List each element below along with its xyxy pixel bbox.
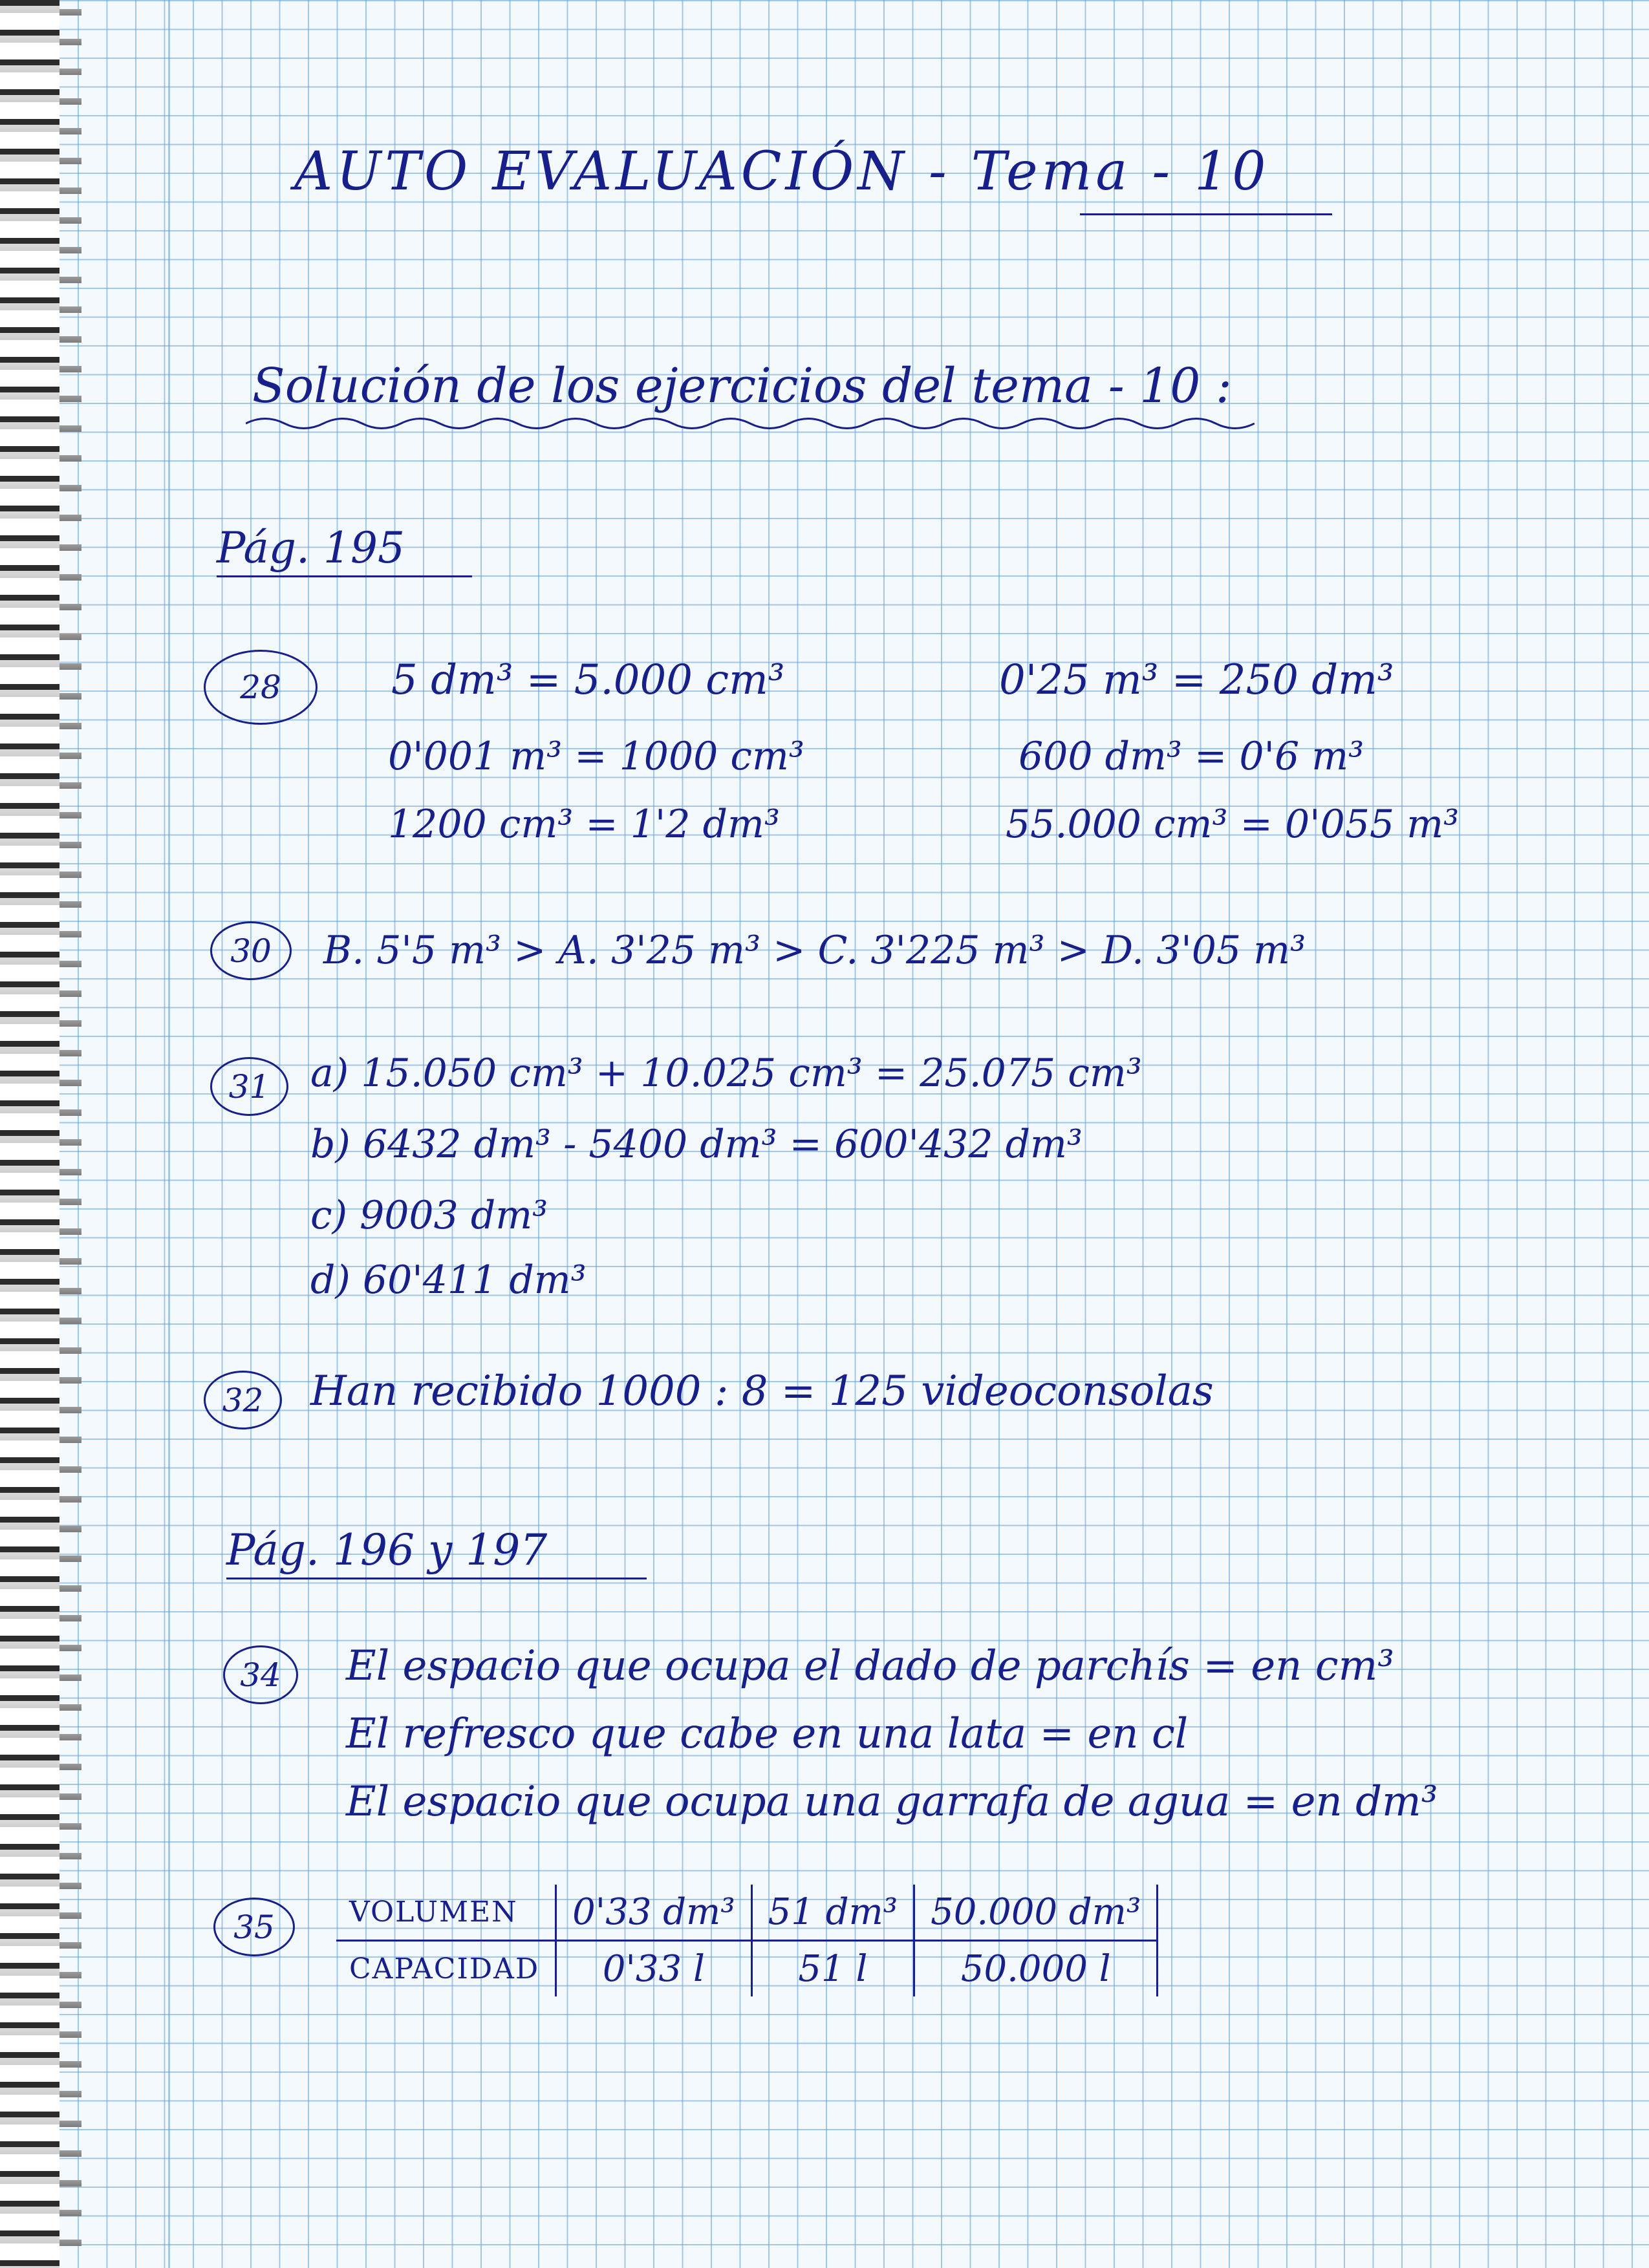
exercise-number-28: 28 — [204, 650, 318, 725]
exercise-number-32: 32 — [204, 1371, 282, 1429]
ex30-answer: B. 5'5 m³ > A. 3'25 m³ > C. 3'225 m³ > D. 3'05 m³ — [323, 928, 1306, 973]
exercise-number-34: 34 — [223, 1645, 298, 1704]
ex32-answer: Han recibido 1000 : 8 = 125 videoconsolas — [310, 1367, 1214, 1415]
volumen-cell-1: 0'33 dm³ — [556, 1885, 751, 1941]
row-label-volumen: VOLUMEN — [336, 1885, 556, 1941]
volume-capacity-table — [336, 1885, 1158, 1996]
exercise-number-31: 31 — [210, 1057, 288, 1116]
table-row-volumen — [336, 1885, 1158, 1941]
capacidad-cell-2: 51 l — [751, 1941, 914, 1997]
row-label-capacidad: CAPACIDAD — [349, 1952, 540, 1985]
volumen-cell-2: 51 dm³ — [751, 1885, 914, 1941]
ex28-right-line-2: 600 dm³ = 0'6 m³ — [1018, 734, 1364, 779]
ex28-left-line-3: 1200 cm³ = 1'2 dm³ — [388, 802, 781, 847]
ex31-line-d: d) 60'411 dm³ — [310, 1257, 587, 1303]
ex28-right-line-3: 55.000 cm³ = 0'055 m³ — [1006, 802, 1460, 847]
section-page-195-underline — [217, 575, 472, 577]
volumen-cell-3: 50.000 dm³ — [914, 1885, 1158, 1941]
ex28-left-line-2: 0'001 m³ = 1000 cm³ — [388, 734, 804, 779]
margin-line — [168, 0, 170, 2268]
ex34-line-2: El refresco que cabe en una lata = en cl — [346, 1710, 1189, 1758]
subtitle-wavy-underline — [246, 411, 1255, 436]
section-page-196-197-underline — [226, 1578, 647, 1579]
section-page-196-197: Pág. 196 y 197 — [226, 1525, 548, 1575]
section-page-195: Pág. 195 — [217, 523, 405, 573]
spiral-binding — [0, 0, 59, 2268]
ex34-line-3: El espacio que ocupa una garrafa de agua = en dm³ — [346, 1778, 1438, 1826]
ex31-line-a: a) 15.050 cm³ + 10.025 cm³ = 25.075 cm³ — [310, 1051, 1142, 1096]
title-underline — [1080, 213, 1332, 215]
exercise-number-35: 35 — [213, 1898, 295, 1956]
exercise-number-30: 30 — [210, 921, 292, 980]
ex34-line-1: El espacio que ocupa el dado de parchís = en cm³ — [346, 1642, 1394, 1690]
capacidad-cell-3: 50.000 l — [914, 1941, 1158, 1997]
table-row-capacidad — [336, 1941, 1158, 1997]
page-subtitle: Solución de los ejercicios del tema - 10 : — [252, 358, 1232, 414]
capacidad-cell-1: 0'33 l — [556, 1941, 751, 1997]
ex28-right-line-1: 0'25 m³ = 250 dm³ — [999, 656, 1394, 704]
page-title: AUTO EVALUACIÓN - Tema - 10 — [294, 141, 1270, 202]
ex28-left-line-1: 5 dm³ = 5.000 cm³ — [391, 656, 785, 704]
ex31-line-b: b) 6432 dm³ - 5400 dm³ = 600'432 dm³ — [310, 1122, 1083, 1167]
ex31-line-c: c) 9003 dm³ — [310, 1193, 548, 1238]
